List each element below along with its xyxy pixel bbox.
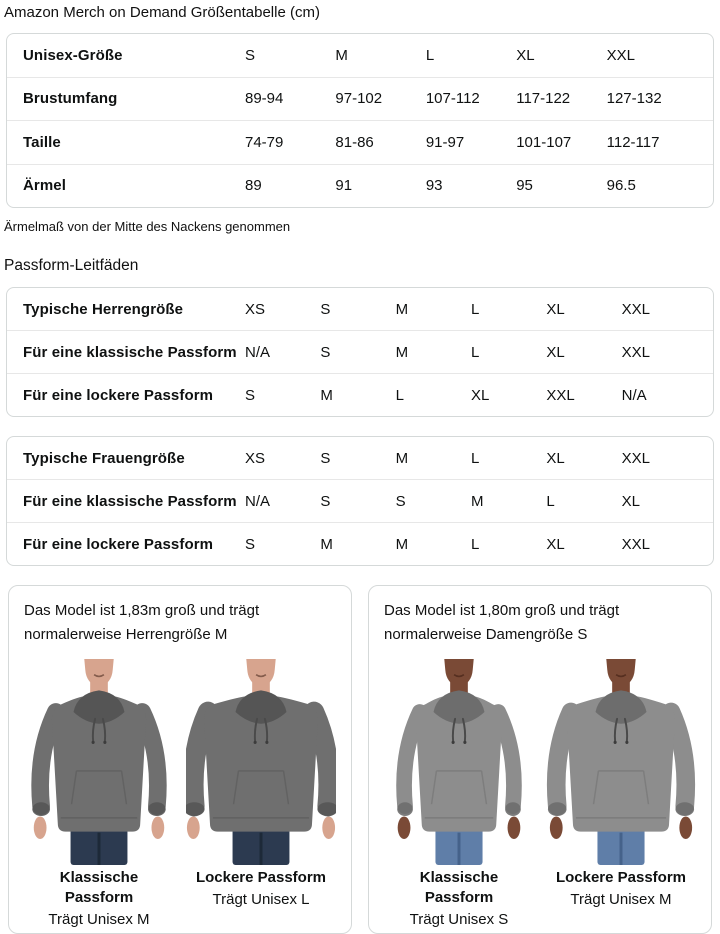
row-label: Typische Frauengröße	[23, 449, 185, 467]
size-caption: Trägt Unisex S	[409, 911, 509, 928]
table-cell: XS	[245, 300, 266, 318]
table-cell: 97-102	[335, 90, 383, 108]
table-cell: S	[320, 300, 331, 318]
table-row	[7, 34, 713, 77]
table-cell: S	[245, 535, 256, 553]
table-cell: S	[395, 492, 406, 510]
table-cell: XL	[470, 386, 490, 404]
fit-table-men	[6, 287, 714, 417]
table-cell: XL	[621, 492, 640, 510]
page-title: Amazon Merch on Demand Größentabelle (cm)	[4, 4, 320, 21]
table-cell: N/A	[245, 343, 271, 361]
fit-guides-title: Passform-Leitfäden	[4, 257, 139, 274]
model-photo-loose-fit	[546, 659, 696, 865]
table-cell: 89-94	[245, 90, 284, 108]
sleeve-measure-note: Ärmelmaß von der Mitte des Nackens genommen	[4, 219, 291, 234]
table-cell: S	[320, 449, 331, 467]
row-label: Für eine klassische Passform	[23, 343, 237, 361]
table-cell: XL	[546, 300, 565, 318]
table-cell: N/A	[621, 386, 647, 404]
model-figure-loose	[186, 659, 336, 930]
model-figures	[384, 659, 696, 930]
row-label: Taille	[23, 133, 61, 151]
row-label: Für eine lockere Passform	[23, 386, 214, 404]
table-row	[7, 120, 713, 164]
table-cell: XL	[546, 449, 565, 467]
table-cell: L	[395, 386, 404, 404]
table-cell: XL	[546, 343, 565, 361]
model-figure-classic	[24, 659, 174, 930]
table-cell: L	[470, 535, 480, 553]
table-cell: XXL	[621, 535, 650, 553]
table-cell: XS	[245, 449, 266, 467]
table-row	[7, 437, 713, 479]
fit-caption: Lockere Passform	[555, 869, 687, 886]
table-cell: 81-86	[335, 133, 374, 151]
model-photo-classic-fit	[24, 659, 174, 865]
model-description: Das Model ist 1,83m groß und trägt normalerweise Herrengröße M	[24, 602, 260, 643]
table-cell: XXL	[621, 300, 650, 318]
table-cell: 101-107	[516, 133, 572, 151]
model-figure-classic	[384, 659, 534, 930]
table-cell: M	[320, 535, 333, 553]
table-row	[7, 522, 713, 565]
model-figures	[24, 659, 336, 930]
table-row	[7, 479, 713, 522]
table-cell: 91	[335, 177, 353, 195]
table-cell: 95	[516, 177, 533, 195]
row-label: Unisex-Größe	[23, 46, 123, 64]
table-row	[7, 77, 713, 121]
size-caption: Trägt Unisex M	[570, 891, 672, 908]
model-card-men	[8, 585, 352, 934]
table-cell: M	[395, 535, 409, 553]
table-cell: M	[395, 300, 409, 318]
table-cell: L	[470, 449, 480, 467]
table-cell: M	[395, 343, 409, 361]
model-card-women	[368, 585, 712, 934]
table-cell: L	[470, 343, 480, 361]
table-cell: M	[395, 449, 409, 467]
model-description: Das Model ist 1,80m groß und trägt normalerweise Damengröße S	[384, 602, 620, 643]
table-cell: S	[320, 492, 331, 510]
table-cell: M	[335, 46, 348, 64]
table-cell: M	[470, 492, 484, 510]
model-photo-loose-fit	[186, 659, 336, 865]
table-cell: 93	[425, 177, 443, 195]
table-cell: XXL	[606, 46, 635, 64]
size-caption: Trägt Unisex L	[212, 891, 310, 908]
table-cell: N/A	[245, 492, 271, 510]
row-label: Ärmel	[23, 177, 67, 195]
row-label: Für eine klassische Passform	[23, 492, 237, 510]
size-table	[6, 33, 714, 208]
fit-caption: Lockere Passform	[195, 869, 327, 886]
table-cell: XL	[516, 46, 535, 64]
table-cell: XXL	[621, 449, 650, 467]
table-cell: 89	[245, 177, 262, 195]
table-cell: 91-97	[425, 133, 465, 151]
row-label: Brustumfang	[23, 90, 118, 108]
fit-table-women	[6, 436, 714, 566]
row-label: Für eine lockere Passform	[23, 535, 214, 553]
table-cell: S	[320, 343, 331, 361]
table-cell: 117-122	[516, 90, 571, 108]
table-cell: 74-79	[245, 133, 284, 151]
table-cell: XXL	[546, 386, 575, 404]
table-cell: XXL	[621, 343, 650, 361]
table-cell: L	[546, 492, 555, 510]
fit-caption: Klassische Passform	[419, 869, 499, 906]
fit-caption: Klassische Passform	[59, 869, 139, 906]
size-caption: Trägt Unisex M	[48, 911, 150, 928]
model-figure-loose	[546, 659, 696, 930]
table-cell: XL	[546, 535, 565, 553]
model-cards	[8, 585, 712, 934]
table-cell: S	[245, 386, 256, 404]
table-cell: 112-117	[606, 133, 660, 151]
table-row	[7, 164, 713, 208]
table-row	[7, 330, 713, 373]
table-cell: M	[320, 386, 333, 404]
table-cell: 107-112	[425, 90, 480, 108]
table-cell: L	[470, 300, 480, 318]
table-cell: 127-132	[606, 90, 662, 108]
table-cell: L	[425, 46, 435, 64]
row-label: Typische Herrengröße	[23, 300, 184, 318]
table-cell: 96.5	[606, 177, 636, 195]
table-cell: S	[245, 46, 256, 64]
table-row	[7, 373, 713, 416]
model-photo-classic-fit	[384, 659, 534, 865]
table-row	[7, 288, 713, 330]
